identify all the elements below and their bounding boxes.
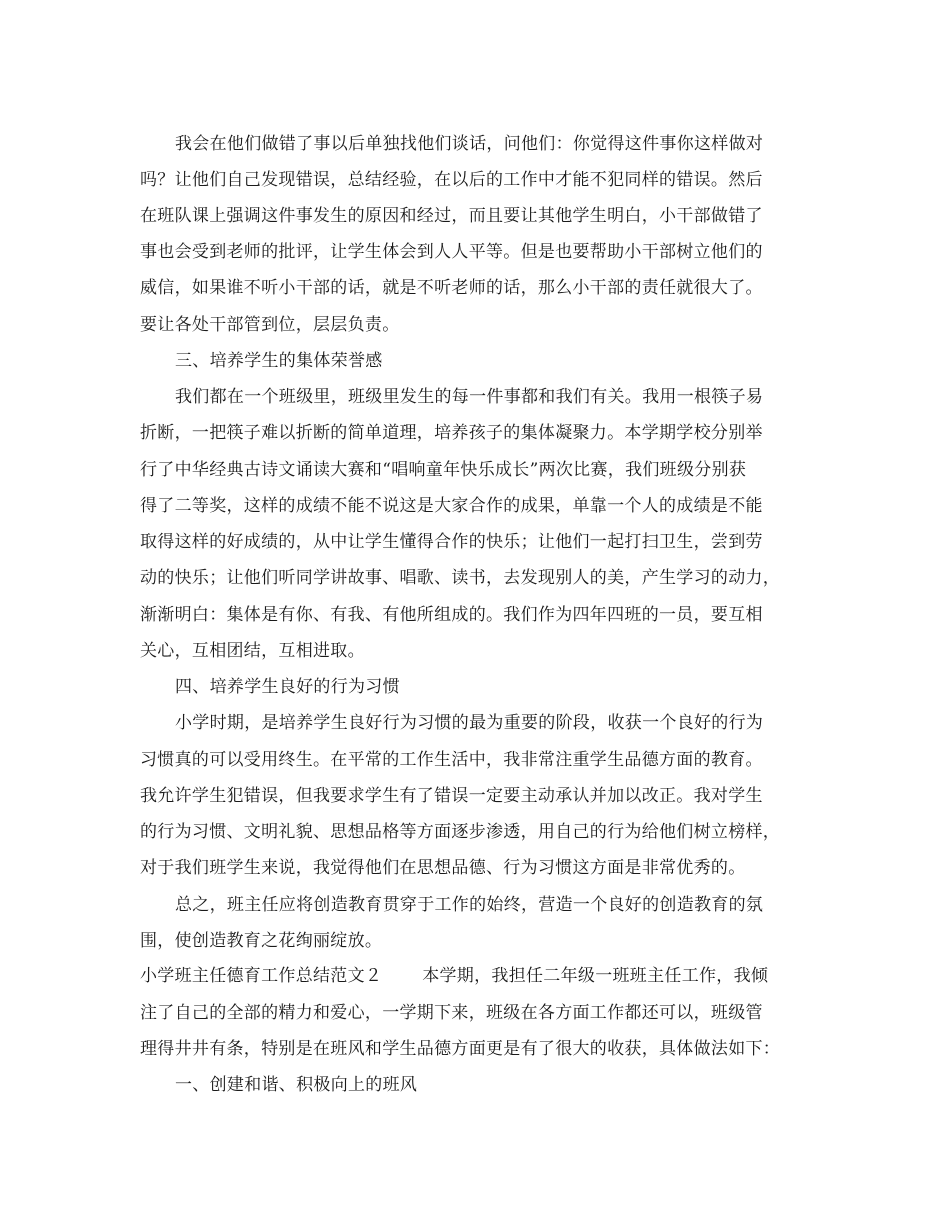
paragraph-line: 关心，互相团结，互相进取。	[140, 641, 365, 661]
paragraph-line: 我会在他们做错了事以后单独找他们谈话，问他们：你觉得这件事你这样做对	[175, 134, 764, 154]
paragraph-line: 在班队课上强调这件事发生的原因和经过，而且要让其他学生明白，小干部做错了	[140, 206, 763, 226]
paragraph-line: 理得井井有条，特别是在班风和学生品德方面更是有了很大的收获，具体做法如下：	[140, 1039, 781, 1059]
paragraph-line: 的行为习惯、文明礼貌、思想品格等方面逐步渗透，用自己的行为给他们树立榜样，	[140, 822, 781, 842]
paragraph-line: 事也会受到老师的批评，让学生体会到人人平等。但是也要帮助小干部树立他们的	[140, 242, 763, 262]
paragraph-line: 行了中华经典古诗文诵读大赛和“唱响童年快乐成长”两次比赛，我们班级分别获	[140, 460, 747, 480]
paragraph-line: 对于我们班学生来说，我觉得他们在思想品德、行为习惯这方面是非常优秀的。	[140, 858, 746, 878]
paragraph-line: 要让各处干部管到位，层层负责。	[140, 315, 400, 335]
paragraph-line: 总之，班主任应将创造教育贯穿于工作的始终，营造一个良好的创造教育的氛	[175, 895, 764, 915]
article-title: 小学班主任德育工作总结范文２	[140, 966, 383, 986]
paragraph-line: 注了自己的全部的精力和爱心，一学期下来，班级在各方面工作都还可以，班级管	[140, 1003, 763, 1023]
paragraph-line: 渐渐明白：集体是有你、有我、有他所组成的。我们作为四年四班的一员，要互相	[140, 605, 763, 625]
paragraph-line: 得了二等奖，这样的成绩不能不说这是大家合作的成果，单靠一个人的成绩是不能	[140, 496, 763, 516]
paragraph-line: 折断，一把筷子难以折断的简单道理，培养孩子的集体凝聚力。本学期学校分别举	[140, 423, 763, 443]
paragraph-line: 习惯真的可以受用终生。在平常的工作生活中，我非常注重学生品德方面的教育。	[140, 750, 763, 770]
paragraph-line: 威信，如果谁不听小干部的话，就是不听老师的话，那么小干部的责任就很大了。	[140, 278, 763, 298]
article-intro: 本学期，我担任二年级一班班主任工作，我倾	[422, 966, 769, 986]
paragraph-line: 吗？让他们自己发现错误，总结经验，在以后的工作中才能不犯同样的错误。然后	[140, 170, 763, 190]
paragraph-line: 小学时期，是培养学生良好行为习惯的最为重要的阶段，收获一个良好的行为	[175, 713, 764, 733]
paragraph-line: 动的快乐；让他们听同学讲故事、唱歌、读书，去发现别人的美，产生学习的动力，	[140, 568, 781, 588]
paragraph-line: 我们都在一个班级里，班级里发生的每一件事都和我们有关。我用一根筷子易	[175, 387, 764, 407]
paragraph-line: 我允许学生犯错误，但我要求学生有了错误一定要主动承认并加以改正。我对学生	[140, 786, 763, 806]
section-heading: 三、培养学生的集体荣誉感	[175, 351, 383, 371]
paragraph-line: 围，使创造教育之花绚丽绽放。	[140, 931, 383, 951]
paragraph-line: 取得这样的好成绩的，从中让学生懂得合作的快乐；让他们一起打扫卫生，尝到劳	[140, 532, 763, 552]
section-heading: 四、培养学生良好的行为习惯	[175, 677, 400, 697]
article-heading-line	[140, 964, 768, 988]
section-heading: 一、创建和谐、积极向上的班风	[175, 1075, 418, 1095]
